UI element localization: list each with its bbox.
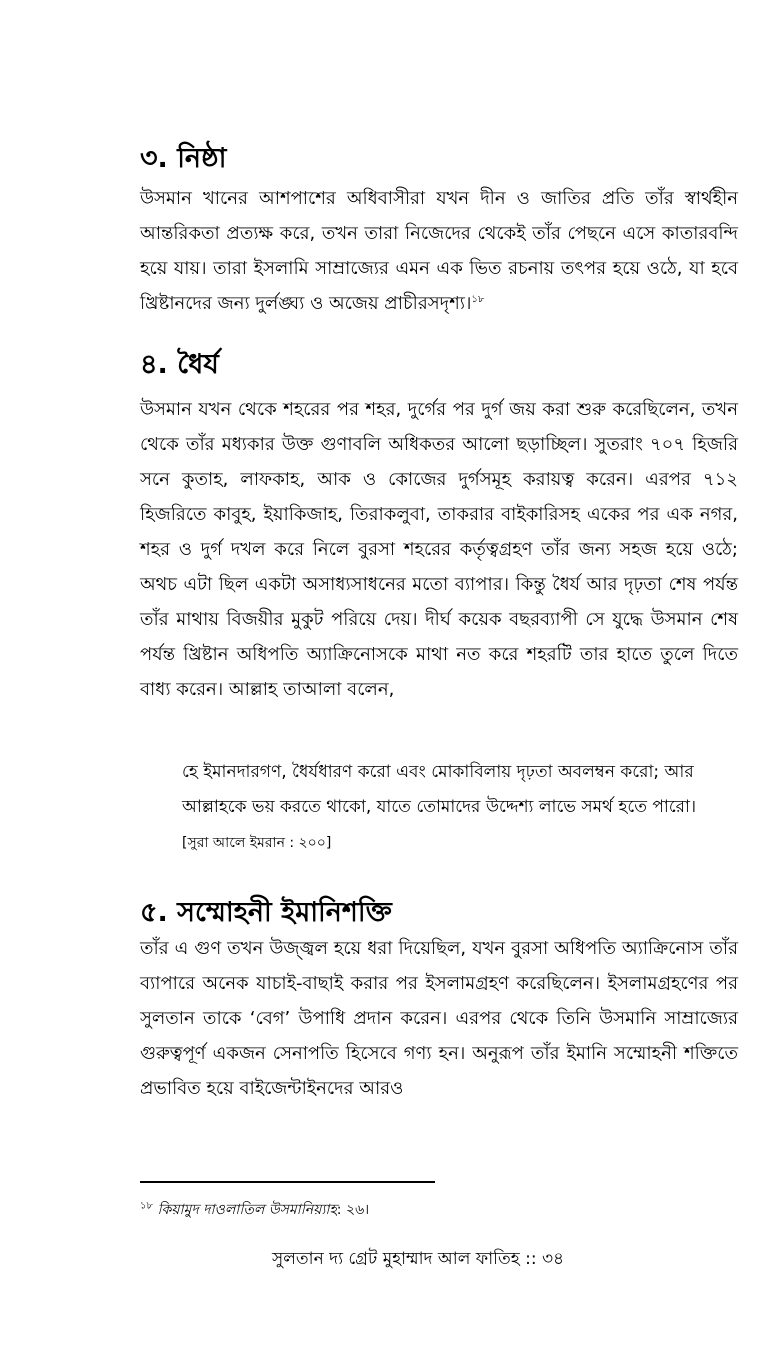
footnote-divider: [140, 1181, 435, 1183]
section-body-dhairya: উসমান যখন থেকে শহরের পর শহর, দুর্গের পর দুর্গ জয় করা শুরু করেছিলেন, তখন থেকে তাঁর মধ্যকার উক্ত গুণাবলি অধিকতর আলো ছড়াচ্ছিল। সুতরাং ৭০৭ হিজরি সনে কুতাহ, লাফকাহ, আক ও কোজের দুর্গসমূহ করায়ত্ব করেন। এরপর ৭১২ হিজরিতে কাবুহ, ইয়াকিজাহ, তিরাকলুবা, তাকরার বাইকারিসহ একের পর এক নগর, শহর ও দুর্গ দখল করে নিলে বুরসা শহরের কর্তৃত্বগ্রহণ তাঁর জন্য সহজ হয়ে ওঠে; অথচ এটা ছিল একটা অসাধ্যসাধনের মতো ব্যাপার। কিন্তু ধৈর্য আর দৃঢ়তা শেষ পর্যন্ত তাঁর মাথায় বিজয়ীর মুকুট পরিয়ে দেয়। দীর্ঘ কয়েক বছরব্যাপী সে যুদ্ধে উসমান শেষ পর্যন্ত খ্রিষ্টান অধিপতি অ্যাক্রিনোসকে মাথা নত করে শহরটি তার হাতে তুলে দিতে বাধ্য করেন। আল্লাহ তাআলা বলেন,: [140, 399, 738, 700]
footnote-mark: ১৮: [140, 1200, 153, 1212]
quran-quote-text: হে ইমানদারগণ, ধৈর্যধারণ করো এবং মোকাবিলায় দৃঢ়তা অবলম্বন করো; আর আল্লাহকে ভয় করতে থাকো, যাতে তোমাদের উদ্দেশ্য লাভে সমর্থ হতে পারো।: [182, 762, 697, 817]
quran-reference: [সুরা আলে ইমরান : ২০০]: [182, 835, 332, 851]
footnote: [140, 1198, 369, 1222]
footnote-source: কিয়ামুদ দাওলাতিল উসমানিয়্যাহ: [157, 1202, 337, 1218]
section-heading-nishtha: ৩. নিষ্ঠা: [140, 143, 227, 174]
page-footer: সুলতান দ্য গ্রেট মুহাম্মাদ আল ফাতিহ :: ৩৪: [272, 1249, 565, 1269]
footnote-page: : ২৬।: [336, 1202, 370, 1218]
section-heading-sammohoni: ৫. সম্মোহনী ইমানিশক্তি: [140, 897, 392, 928]
section-body-sammohoni: তাঁর এ গুণ তখন উজ্জ্বল হয়ে ধরা দিয়েছিল, যখন বুরসা অধিপতি অ্যাক্রিনোস তাঁর ব্যাপারে অনেক যাচাই-বাছাই করার পর ইসলামগ্রহণ করেছিলেন। ইসলামগ্রহণের পর সুলতান তাকে ‘বেগ’ উপাধি প্রদান করেন। এরপর থেকে তিনি উসমানি সাম্রাজ্যের গুরুত্বপূর্ণ একজন সেনাপতি হিসেবে গণ্য হন। অনুরূপ তাঁর ইমানি সম্মোহনী শক্তিতে প্রভাবিত হয়ে বাইজেন্টাইনদের আরও: [140, 938, 738, 1099]
footnote-reference: ১৮: [471, 294, 485, 305]
section-heading-dhairya: ৪. ধৈর্য: [140, 349, 219, 380]
quran-quote: [182, 755, 727, 861]
section-body-nishtha: [140, 181, 738, 321]
section-body-nishtha-text: উসমান খানের আশপাশের অধিবাসীরা যখন দীন ও জাতির প্রতি তাঁর স্বার্থহীন আন্তরিকতা প্রত্যক্ষ করে, তখন তারা নিজেদের থেকেই তাঁর পেছনে এসে কাতারবন্দি হয়ে যায়। তারা ইসলামি সাম্রাজ্যের এমন এক ভিত রচনায় তৎপর হয়ে ওঠে, যা হবে খ্রিষ্টানদের জন্য দুর্লঙ্ঘ্য ও অজেয় প্রাচীরসদৃশ্য।: [140, 188, 738, 314]
